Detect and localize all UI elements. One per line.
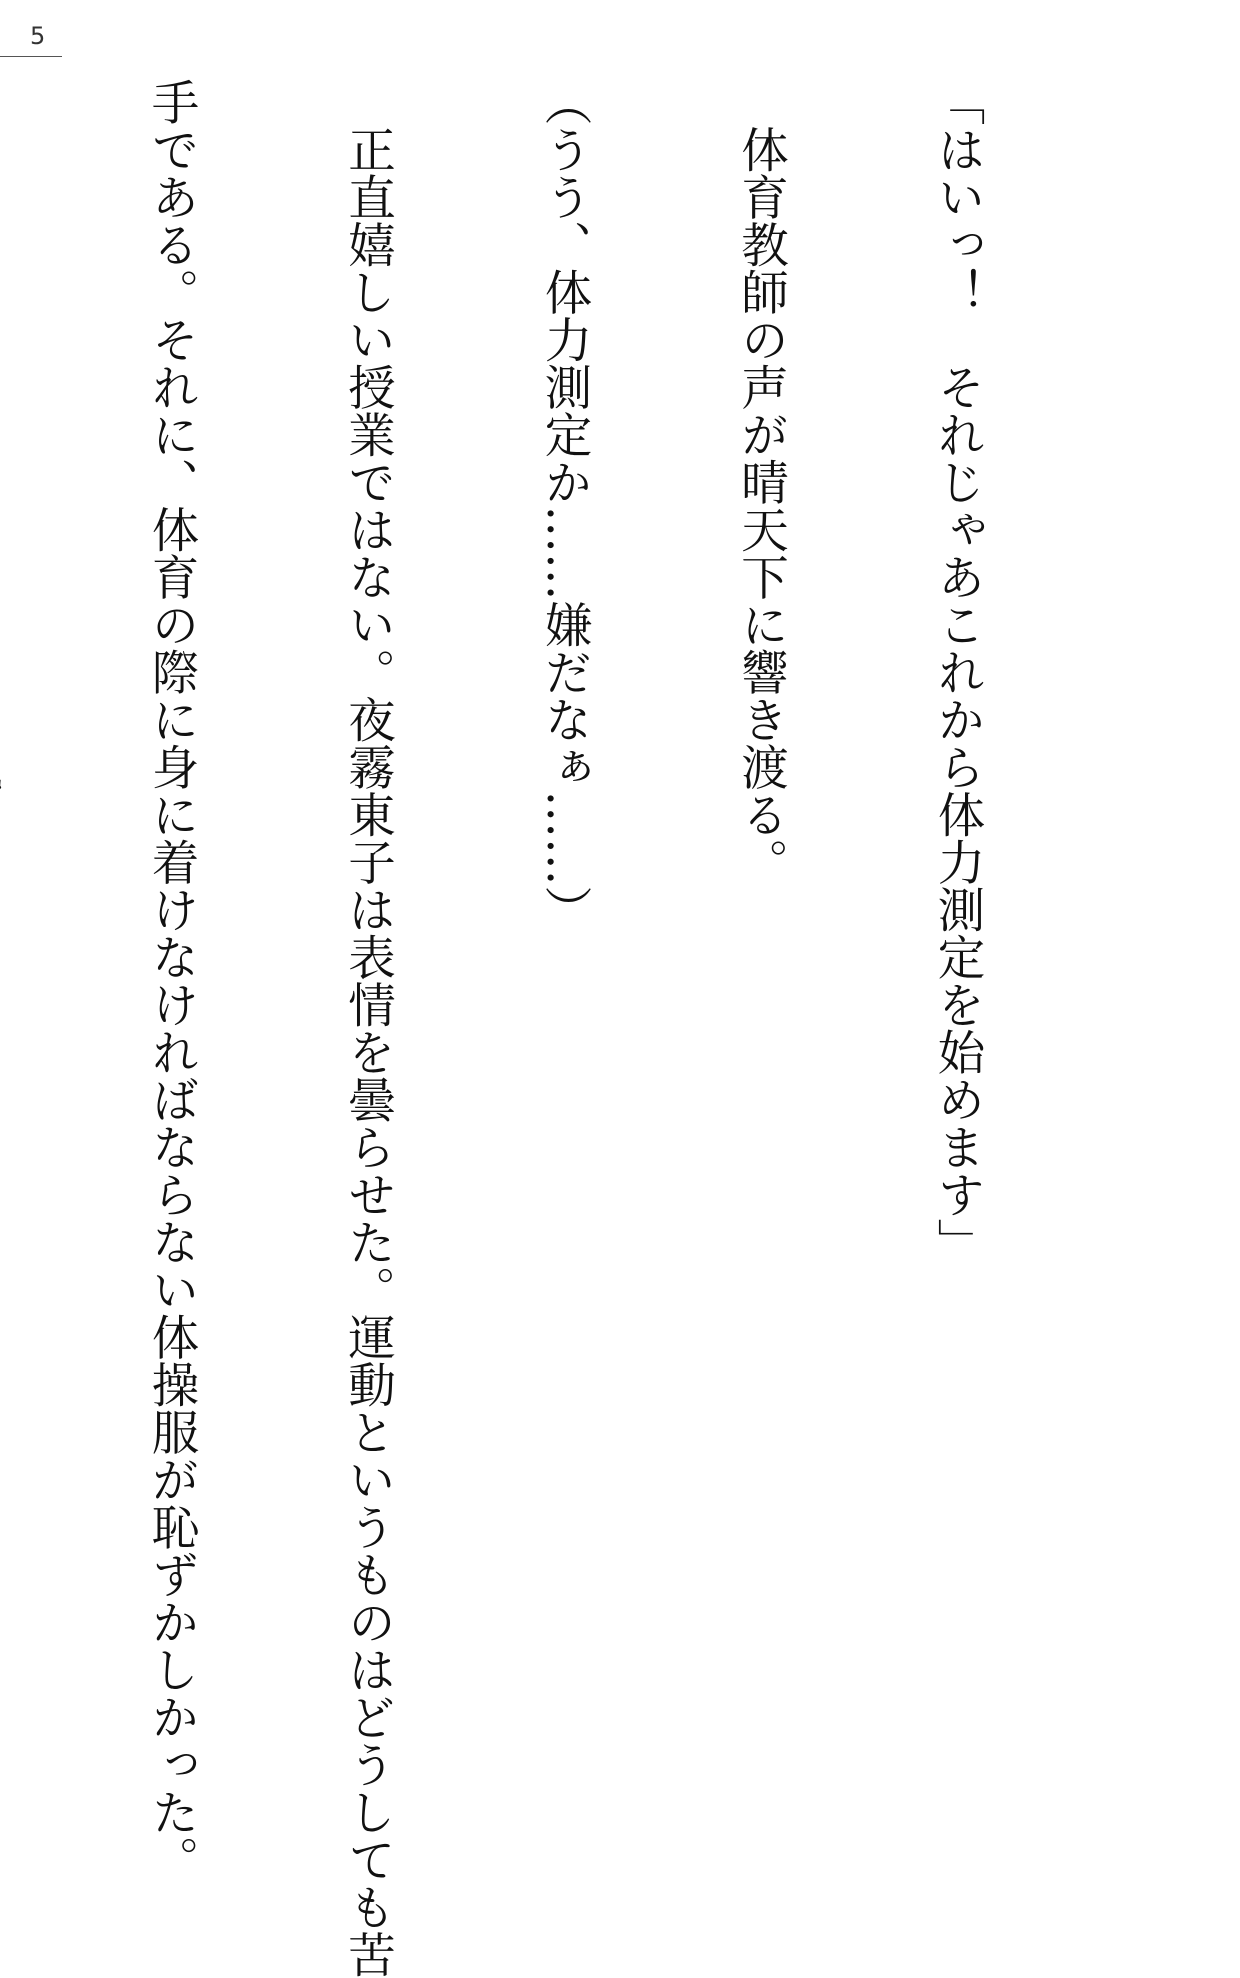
page-number: 5 <box>30 22 46 50</box>
text-line-narration: 体育教師の声が晴天下に響き渡る。 <box>732 78 788 886</box>
text-line-narration <box>0 78 7 1718</box>
page-number-rule <box>0 56 62 57</box>
text-line-thought: （うう、体力測定か……嫌だなぁ……） <box>536 78 591 933</box>
text-line-narration: 手である。それに、体育の際に身に着けなければならない体操服が恥ずかしかった。 <box>143 78 198 1883</box>
text-line-narration: 正直嬉しい授業ではない。夜霧東子は表情を曇らせた。運動というものはどうしても苦 <box>339 78 395 1978</box>
text-line-dialogue: 「はいっ！ それじゃあこれから体力測定を始めます」 <box>929 78 984 1266</box>
novel-text-body <box>0 78 1120 1978</box>
